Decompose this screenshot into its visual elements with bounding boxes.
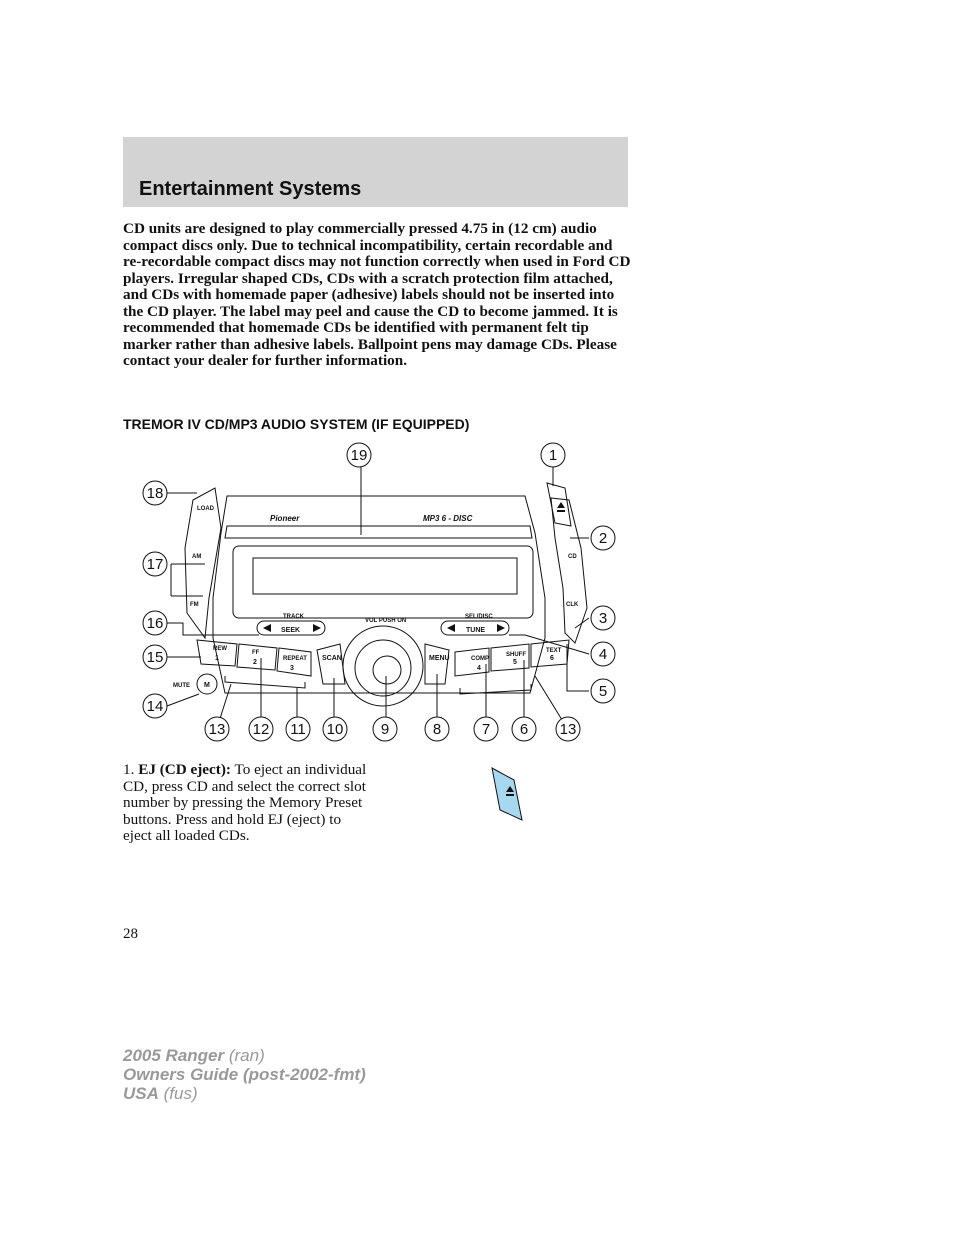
callout-5: 5: [598, 683, 608, 700]
item-number: 1.: [123, 761, 139, 778]
seek-right-arrow-icon: [313, 624, 321, 632]
callout-17: 17: [146, 556, 164, 573]
callout-18: 18: [146, 485, 164, 502]
callout-9: 9: [380, 721, 390, 738]
section-heading: TREMOR IV CD/MP3 AUDIO SYSTEM (IF EQUIPPED): [123, 416, 470, 432]
seek-left-arrow-icon: [263, 624, 271, 632]
tune-right-arrow-icon: [497, 624, 505, 632]
footer-line1-code: (ran): [224, 1046, 265, 1065]
clk-label: CLK: [566, 602, 579, 608]
footer-line1-model: 2005 Ranger: [123, 1046, 225, 1065]
callout-15: 15: [146, 649, 164, 666]
display-screen: [253, 558, 517, 594]
sel-disc-label: SEL/DISC: [465, 614, 493, 620]
callout-13-right: 13: [559, 721, 577, 738]
callout-2: 2: [598, 530, 608, 547]
preset-bracket-left: [225, 676, 305, 688]
cd-warning-paragraph: CD units are designed to play commercially pressed 4.75 in (12 cm) audio compact discs only. Due to technical incompatibility, certain recordable and re-recordable compact discs may not function correctly when used in Ford CD players. Irregular shaped CDs, CDs with a scratch protection film attached, and CDs with homemade paper (adhesive) labels should not be inserted into the CD player. The label may peel and cause the CD to become jammed. It is recommended that homemade CDs be identified with permanent felt tip marker rather than adhesive labels. Ballpoint pens may damage CDs. Please contact your dealer for further information.: [123, 220, 631, 369]
seek-label: SEEK: [281, 627, 301, 634]
repeat-label: REPEAT: [283, 656, 307, 662]
right-side-panel: [551, 498, 587, 643]
preset-3-label: 3: [290, 665, 294, 672]
preset-4: [455, 648, 489, 676]
callout-1: 1: [548, 447, 558, 464]
eject-button-icon: [488, 766, 528, 822]
m-label: M: [204, 682, 210, 689]
load-label: LOAD: [197, 506, 214, 512]
display-window: [233, 546, 533, 618]
vol-label: VOL PUSH ON: [365, 618, 407, 624]
footer-line3-code: (fus): [158, 1084, 198, 1103]
preset-2-label: 2: [253, 659, 257, 666]
preset-2: [237, 644, 277, 670]
scan-button: [317, 644, 345, 684]
eject-button-shape: [547, 483, 571, 526]
callout-10: 10: [326, 721, 344, 738]
callout-16: 16: [146, 615, 164, 632]
callout-14: 14: [146, 698, 164, 715]
page-title: Entertainment Systems: [139, 178, 362, 200]
callout-8: 8: [432, 721, 442, 738]
rew-label: REW: [213, 646, 227, 652]
volume-knob-inner: [373, 656, 401, 684]
callout-3: 3: [598, 610, 608, 627]
callout-19: 19: [350, 447, 368, 464]
track-label: TRACK: [283, 614, 304, 620]
page-number: 28: [123, 926, 138, 942]
document-footer: [123, 1046, 366, 1103]
preset-5-label: 5: [513, 659, 517, 666]
tune-left-arrow-icon: [447, 624, 455, 632]
callout-13-left: 13: [208, 721, 226, 738]
item-text: To eject an individual CD, press CD and select the correct slot number by pressing the Memory Preset buttons. Press and hold EJ (eject) to eject all loaded CDs.: [123, 761, 367, 844]
footer-line3-market: USA: [123, 1084, 159, 1103]
shuff-label: SHUFF: [506, 652, 526, 658]
callout-4: 4: [598, 646, 608, 663]
fm-label: FM: [190, 602, 199, 608]
disc-slot: [225, 526, 532, 538]
cd-label: CD: [568, 554, 577, 560]
volume-knob: [355, 640, 411, 696]
callout-6: 6: [519, 721, 529, 738]
ff-label: FF: [252, 650, 260, 656]
callout-7: 7: [481, 721, 491, 738]
tune-label: TUNE: [466, 627, 486, 634]
preset-1-label: 1: [215, 655, 219, 662]
preset-4-label: 4: [477, 665, 481, 672]
model-label: MP3 6 - DISC: [423, 514, 473, 523]
callout-11: 11: [290, 721, 306, 738]
audio-system-diagram: [135, 438, 630, 750]
footer-line2: Owners Guide (post-2002-fmt): [123, 1065, 366, 1084]
item-term: EJ (CD eject):: [138, 761, 231, 778]
eject-triangle-icon: [557, 502, 565, 508]
preset-3: [277, 648, 311, 676]
am-label: AM: [192, 554, 202, 560]
text-label: TEXT: [546, 648, 562, 654]
mute-label: MUTE: [173, 683, 190, 689]
scan-label: SCAN: [322, 655, 342, 662]
header-band: [123, 137, 628, 207]
brand-label: Pioneer: [270, 514, 300, 523]
preset-6-label: 6: [550, 655, 554, 662]
item-eject-description: [123, 762, 373, 845]
preset-1: [197, 640, 237, 666]
menu-label: MENU: [429, 655, 450, 662]
comp-label: COMP: [471, 656, 489, 662]
callout-12: 12: [252, 721, 270, 738]
